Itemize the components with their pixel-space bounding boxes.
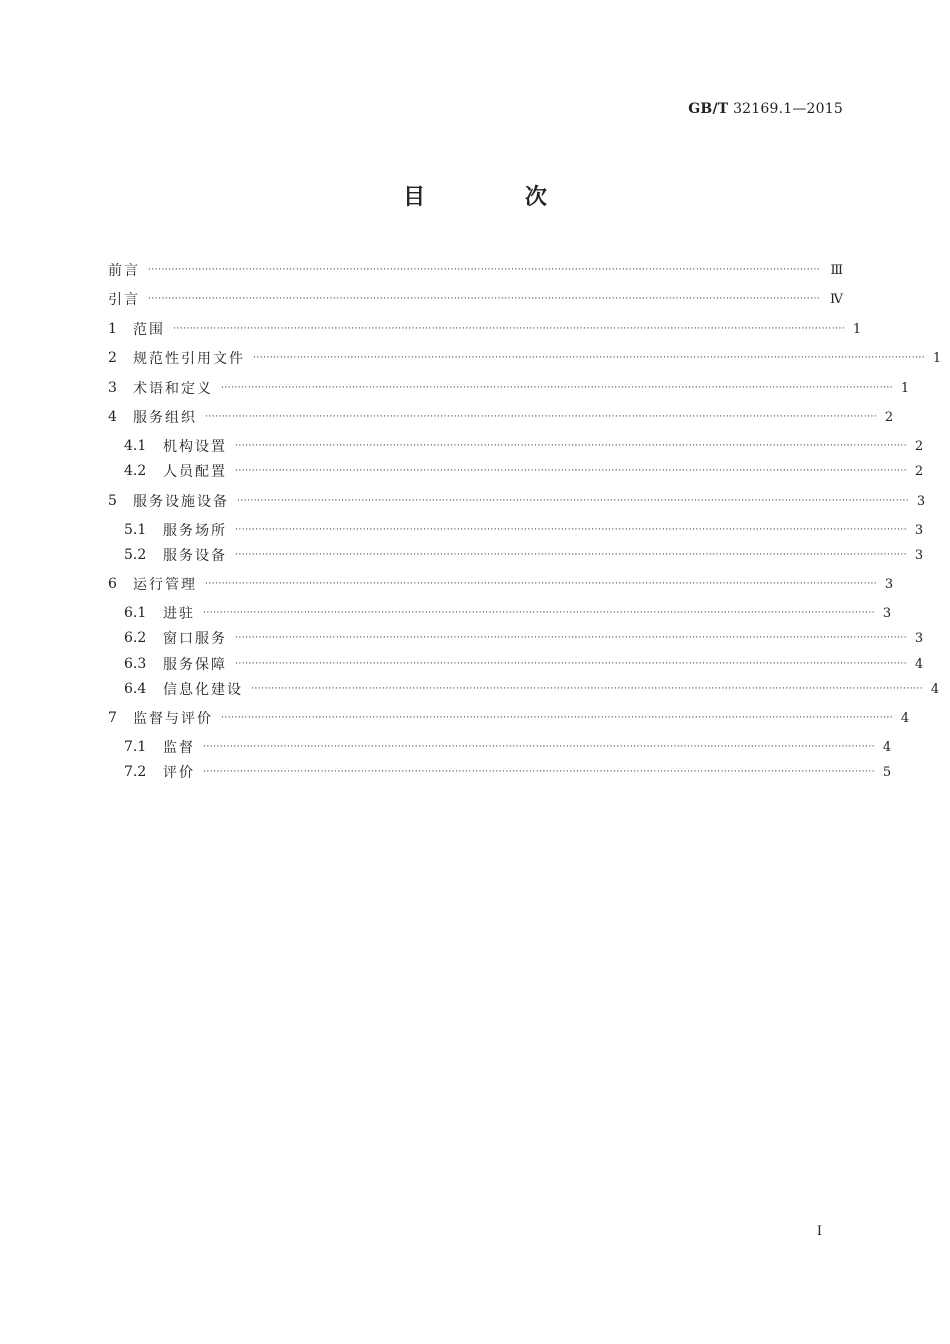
toc-entry-label: 评价 — [163, 765, 195, 781]
toc-leader-dots: ········································································································································································································ — [235, 659, 908, 669]
toc-entry-page: 2 — [914, 463, 924, 479]
toc-entry-number: 7 — [108, 710, 117, 726]
toc-entry-number: 4.1 — [124, 438, 147, 454]
toc-subentry[interactable] — [108, 760, 892, 784]
toc-entry[interactable] — [108, 706, 910, 730]
toc-entry-page: 1 — [932, 350, 942, 366]
toc-entry-page: 3 — [914, 522, 924, 538]
toc-entry[interactable] — [108, 317, 862, 341]
toc-entry-page: 4 — [882, 739, 892, 755]
toc-entry-page: 4 — [914, 656, 924, 672]
toc-entry-number: 4 — [108, 409, 117, 425]
standard-number: 32169.1—2015 — [733, 101, 843, 117]
toc-entry-label: 人员配置 — [163, 464, 227, 480]
toc-leader-dots: ········································································································································································································ — [221, 713, 894, 723]
toc-entry-label: 运行管理 — [133, 577, 197, 593]
toc-entry-number: 7.1 — [124, 739, 147, 755]
toc-leader-dots: ········································································································································································································ — [148, 294, 821, 304]
toc-leader-dots: ········································································································································································································ — [235, 633, 908, 643]
toc-entry-number: 6.1 — [124, 605, 147, 621]
toc-entry-label: 术语和定义 — [133, 381, 213, 397]
toc-entry-number: 5 — [108, 493, 117, 509]
toc-entry-label: 窗口服务 — [163, 631, 227, 647]
toc-subentry[interactable] — [108, 518, 924, 542]
toc-entry-number: 3 — [108, 380, 117, 396]
toc-entry-number: 6.4 — [124, 681, 147, 697]
toc-entry-number: 5.1 — [124, 522, 147, 538]
toc-entry-label: 信息化建设 — [163, 682, 243, 698]
toc-entry[interactable] — [108, 572, 894, 596]
toc-entry-number: 6.2 — [124, 630, 147, 646]
toc-entry-label: 服务场所 — [163, 523, 227, 539]
toc-entry[interactable] — [108, 346, 942, 370]
toc-entry-label: 前言 — [108, 263, 140, 279]
toc-entry-label: 服务设施设备 — [133, 494, 229, 510]
toc-entry-number: 4.2 — [124, 463, 147, 479]
toc-entry-page: 3 — [914, 630, 924, 646]
toc-leader-dots: ········································································································································································································ — [203, 742, 876, 752]
toc-entry-page: 3 — [884, 576, 894, 592]
toc-leader-dots: ········································································································································································································ — [235, 441, 908, 451]
toc-entry-label: 监督 — [163, 740, 195, 756]
toc-entry-page: Ⅳ — [830, 291, 843, 307]
toc-entry-number: 2 — [108, 350, 117, 366]
toc-leader-dots: ········································································································································································································ — [205, 412, 878, 422]
toc-entry-page: 5 — [882, 764, 892, 780]
standard-prefix: GB/T — [688, 101, 729, 117]
toc-entry-page: 1 — [852, 321, 862, 337]
toc-leader-dots: ········································································································································································································ — [235, 466, 908, 476]
toc-subentry[interactable] — [108, 459, 924, 483]
toc-leader-dots: ········································································································································································································ — [173, 324, 846, 334]
toc-leader-dots: ········································································································································································································ — [221, 383, 894, 393]
toc-subentry[interactable] — [108, 601, 892, 625]
toc-entry[interactable] — [108, 376, 910, 400]
toc-leader-dots: ········································································································································································································ — [253, 353, 926, 363]
toc-entry-label: 机构设置 — [163, 439, 227, 455]
toc-entry-label: 服务组织 — [133, 410, 197, 426]
toc-entry-label: 范围 — [133, 322, 165, 338]
toc-entry-page: 3 — [882, 605, 892, 621]
toc-entry-page: 4 — [930, 681, 940, 697]
toc-entry-number: 6.3 — [124, 656, 147, 672]
page-title: 目 次 — [403, 185, 593, 210]
toc-entry[interactable] — [108, 287, 843, 311]
toc-entry-page: 1 — [900, 380, 910, 396]
toc-leader-dots: ········································································································································································································ — [235, 550, 908, 560]
toc-entry-label: 规范性引用文件 — [133, 351, 245, 367]
toc-entry-number: 1 — [108, 321, 117, 337]
toc-subentry[interactable] — [108, 652, 924, 676]
toc-leader-dots: ········································································································································································································ — [203, 608, 876, 618]
toc-subentry[interactable] — [108, 543, 924, 567]
toc-leader-dots: ········································································································································································································ — [203, 767, 876, 777]
toc-entry-number: 5.2 — [124, 547, 147, 563]
toc-leader-dots: ········································································································································································································ — [148, 265, 821, 275]
toc-entry-number: 7.2 — [124, 764, 147, 780]
toc-entry[interactable] — [108, 405, 894, 429]
toc-entry-label: 监督与评价 — [133, 711, 213, 727]
toc-entry[interactable] — [108, 489, 926, 513]
toc-leader-dots: ········································································································································································································ — [235, 525, 908, 535]
toc-subentry[interactable] — [108, 735, 892, 759]
toc-entry[interactable] — [108, 258, 843, 282]
toc-entry-page: 2 — [884, 409, 894, 425]
toc-entry-label: 进驻 — [163, 606, 195, 622]
toc-subentry[interactable] — [108, 677, 940, 701]
toc-entry-page: 3 — [916, 493, 926, 509]
toc-entry-page: 2 — [914, 438, 924, 454]
toc-entry-number: 6 — [108, 576, 117, 592]
toc-entry-label: 引言 — [108, 292, 140, 308]
footer-page-number: I — [816, 1224, 822, 1239]
toc-leader-dots: ········································································································································································································ — [205, 579, 878, 589]
standard-code — [688, 101, 843, 117]
toc-subentry[interactable] — [108, 434, 924, 458]
toc-entry-label: 服务保障 — [163, 657, 227, 673]
toc-entry-page: 4 — [900, 710, 910, 726]
toc-subentry[interactable] — [108, 626, 924, 650]
toc-entry-page: Ⅲ — [830, 262, 843, 278]
toc-entry-label: 服务设备 — [163, 548, 227, 564]
toc-leader-dots: ········································································································································································································ — [251, 684, 924, 694]
toc-entry-page: 3 — [914, 547, 924, 563]
toc-leader-dots: ········································································································································································································ — [237, 496, 910, 506]
